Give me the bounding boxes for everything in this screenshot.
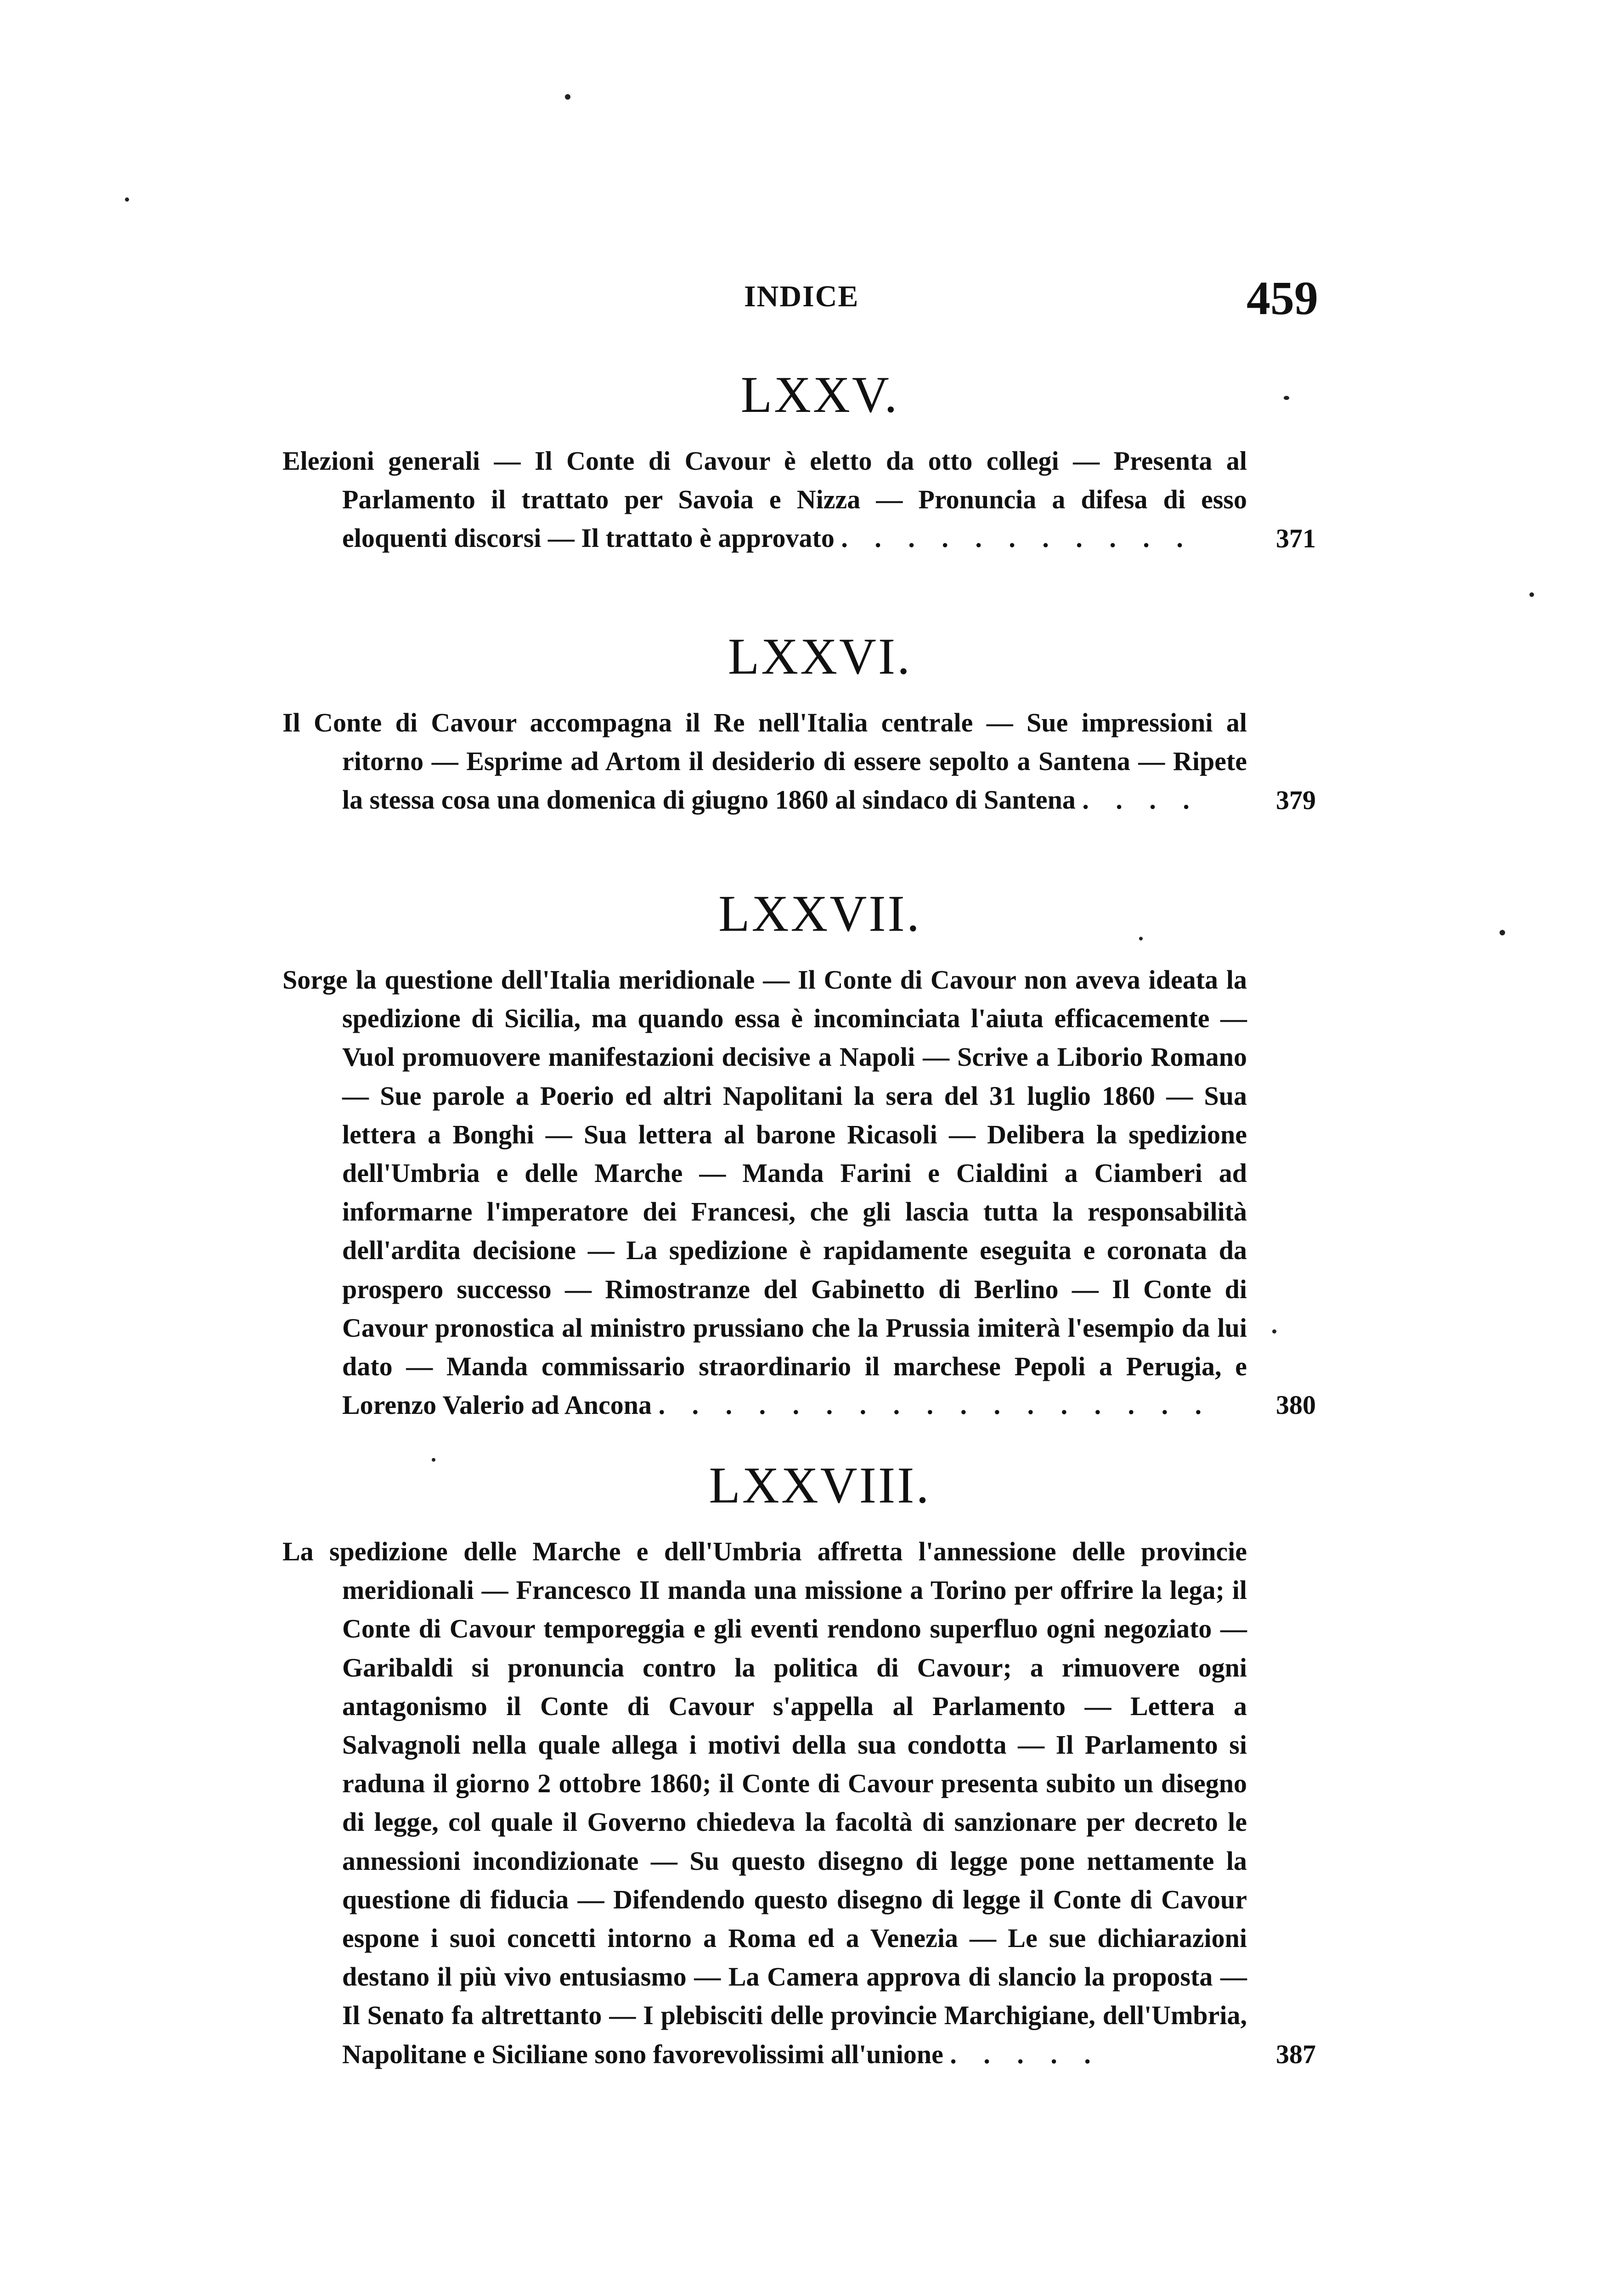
chapter-summary (282, 442, 1316, 558)
chapter-numeral: LXXV. (740, 366, 899, 423)
chapter-summary (282, 961, 1316, 1424)
page-reference: 387 (1276, 2039, 1316, 2069)
chapter-entry-lxxvi (282, 625, 1316, 820)
scan-speck (1529, 592, 1534, 597)
summary-text: Il Conte di Cavour accompagna il Re nell'Italia centrale — Sue impressioni al ritorno — Esprime ad Artom il desiderio di essere sepolto a Santena — Ripete la stessa cosa una domenica di giugno 1860 al sindaco di Santena (282, 708, 1247, 815)
chapter-summary (282, 1532, 1316, 2074)
scan-speck (125, 197, 129, 202)
page-reference: 371 (1276, 523, 1316, 553)
chapter-numeral: LXXVI. (728, 628, 912, 685)
summary-text: La spedizione delle Marche e dell'Umbria affretta l'annessione delle provincie meridionali — Francesco II manda una missione a Torino per offrire la lega; il Conte di Cavour temporeggia e gli eventi rendono superfluo ogni negoziato — Garibaldi si pronuncia contro la politica di Cavour; a rimuovere ogni antagonismo il Conte di Cavour s'appella al Parlamento — Lettera a Salvagnoli nella quale allega i motivi della sua condotta — Il Parlamento si raduna il giorno 2 ottobre 1860; il Conte di Cavour presenta subito un disegno di legge, col quale il Governo chiedeva la facoltà di sanzionare per decreto le annessioni incondizionate — Su questo disegno di legge pone nettamente la questione di fiducia — Difendendo questo disegno di legge il Conte di Cavour espone i suoi concetti intorno a Roma ed a Venezia — Le sue dichiarazioni destano il più vivo entusiasmo — La Camera approva di slancio la proposta — Il Senato fa altrettanto — I plebisciti delle provincie Marchigiane, dell'Umbria, Napolitane e Siciliane sono favorevolissimi all'unione (282, 1536, 1247, 2069)
dot-leader: . . . . . . . . . . . . . . . . . (658, 1390, 1212, 1420)
summary-text: Elezioni generali — Il Conte di Cavour è eletto da otto collegi — Presenta al Parlamento il trattato per Savoia e Nizza — Pronuncia a difesa di esso eloquenti discorsi — Il trattato è approvato (282, 446, 1247, 553)
chapter-numeral: LXXVIII. (709, 1457, 931, 1514)
dot-leader: . . . . (1082, 785, 1200, 815)
scan-speck (1500, 930, 1505, 935)
scan-speck (565, 94, 570, 100)
chapter-entry-lxxviii (282, 1453, 1316, 2074)
page-number: 459 (1247, 272, 1318, 325)
scan-speck (1139, 937, 1143, 940)
scan-speck (1272, 1329, 1276, 1334)
dot-leader: . . . . . (950, 2039, 1101, 2069)
running-head (744, 271, 1318, 325)
summary-text: Sorge la questione dell'Italia meridionale — Il Conte di Cavour non aveva ideata la spedizione di Sicilia, ma quando essa è incominciata l'aiuta efficacemente — Vuol promuovere manifestazioni decisive a Napoli — Scrive a Liborio Romano — Sue parole a Poerio ed altri Napolitani la sera del 31 luglio 1860 — Sua lettera a Bonghi — Sua lettera al barone Ricasoli — Delibera la spedizione dell'Umbria e delle Marche — Manda Farini e Cialdini a Ciamberi ad informarne l'imperatore dei Francesi, che gli lascia tutta la responsabilità dell'ardita decisione — La spedizione è rapidamente eseguita e coronata da prospero successo — Rimostranze del Gabinetto di Berlino — Il Conte di Cavour pronostica al ministro prussiano che la Prussia imiterà l'esempio da lui dato — Manda commissario straordinario il marchese Pepoli a Perugia, e Lorenzo Valerio ad Ancona (282, 965, 1247, 1420)
dot-leader: . . . . . . . . . . . (841, 523, 1193, 553)
scan-speck (432, 1458, 435, 1462)
chapter-numeral: LXXVII. (718, 885, 921, 942)
chapter-entry-lxxvii (282, 882, 1316, 1424)
page-reference: 379 (1276, 785, 1316, 815)
chapter-summary (282, 703, 1316, 820)
page-reference: 380 (1276, 1390, 1316, 1420)
running-title: INDICE (744, 280, 859, 313)
chapter-entry-lxxv (282, 363, 1316, 558)
scan-speck (1284, 396, 1289, 400)
